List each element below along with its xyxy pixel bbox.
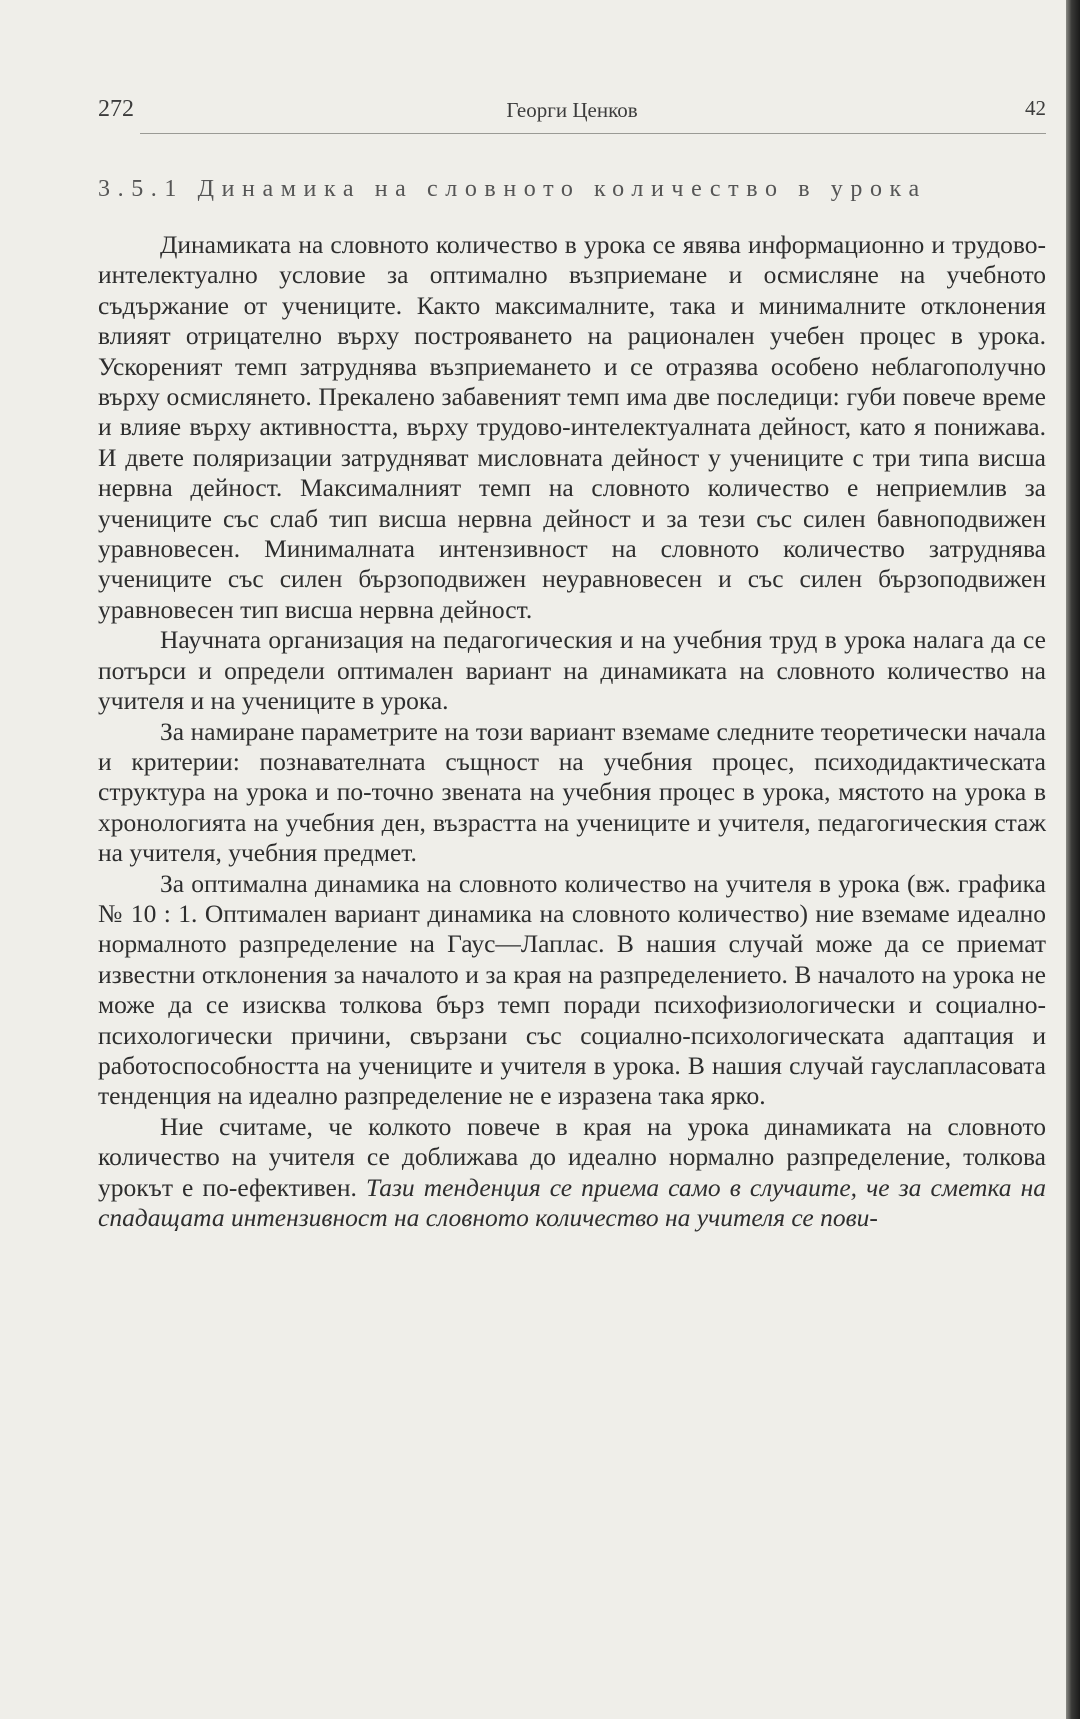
- body-text: [98, 230, 1046, 1233]
- italic-emphasis: Тази тенденция се приема само в случаите, че за сметка на спадащата интензивност на словното количество на учителя се пови-: [98, 1172, 1046, 1232]
- paragraph: [98, 230, 1046, 625]
- paragraph: [98, 625, 1046, 716]
- section-title: 3.5.1 Динамика на словното количество в урока: [98, 176, 927, 202]
- paragraph: [98, 1112, 1046, 1234]
- paragraph-text: Динамиката на словното количество в урока се явява информационно и трудово-интелектуално условие за оптимално възприемане и осмисляне на учебното съдържание от учениците. Както максималните, така и минималните отклонения влияят отрицателно върху построяването на рационален учебен процес в урока. Ускореният темп затруднява възприемането и се отразява особено неблагополучно върху осмислянето. Прекалено забавеният темп има две последици: губи повече време и влияе върху активността, върху трудово-интелектуалната дейност, като я понижава. И двете поляризации затрудняват мисловната дейност у учениците с три типа висша нервна дейност. Максималният темп на словното количество е неприемлив за учениците със слаб тип висша нервна дейност и за тези със силен бавноподвижен уравновесен. Минималната интензивност на словното количество затруднява учениците със силен бързоподвижен неуравновесен и със силен бързоподвижен уравновесен тип висша нервна дейност.: [98, 230, 1046, 624]
- paragraph-text: За намиране параметрите на този вариант вземаме следните теоретически начала и критерии: познавателната същност на учебния процес, психодидактическата структура на урока и по-точно звената на учебния процес в урока, мястото на урока в хронологията на учебния ден, възрастта на учениците и учителя, педагогическия стаж на учителя, учебния предмет.: [98, 716, 1046, 868]
- header-right-number: 42: [1025, 96, 1046, 120]
- running-header: [98, 96, 1046, 132]
- page-edge-shadow: [1066, 0, 1080, 1719]
- header-rule: [140, 133, 1046, 134]
- paragraph: [98, 869, 1046, 1112]
- paragraph-text: Научната организация на педагогическия и на учебния труд в урока налага да се потърси и определи оптимален вариант на динамиката на словното количество на учителя и на учениците в урока.: [98, 625, 1046, 716]
- paragraph-text: Ние считаме, че колкото повече в края на урока динамиката на словното количество на учителя се доближава до идеално нормално разпределение, толкова урокът е по-ефективен.: [98, 1111, 1046, 1202]
- paragraph-text: За оптимална динамика на словното количество на учителя в урока (вж. графика № 10 : 1. Оптимален вариант динамика на словното количество) ние вземаме идеално нормалното разпределение на Гаус—Лаплас. В нашия случай може да се приемат известни отклонения за началото и за края на разпределението. В началото на урока не може да се изисква толкова бърз темп поради психофизиологически и социално-психологически причини, свързани със социално-психологическата адаптация и работоспособността на учениците и учителя в урока. В нашия случай гауслапласовата тенденция на идеално разпределение не е изразена така ярко.: [98, 868, 1046, 1111]
- paragraph: [98, 717, 1046, 869]
- running-head-author: Георги Ценков: [506, 98, 638, 122]
- page-number: 272: [98, 96, 134, 122]
